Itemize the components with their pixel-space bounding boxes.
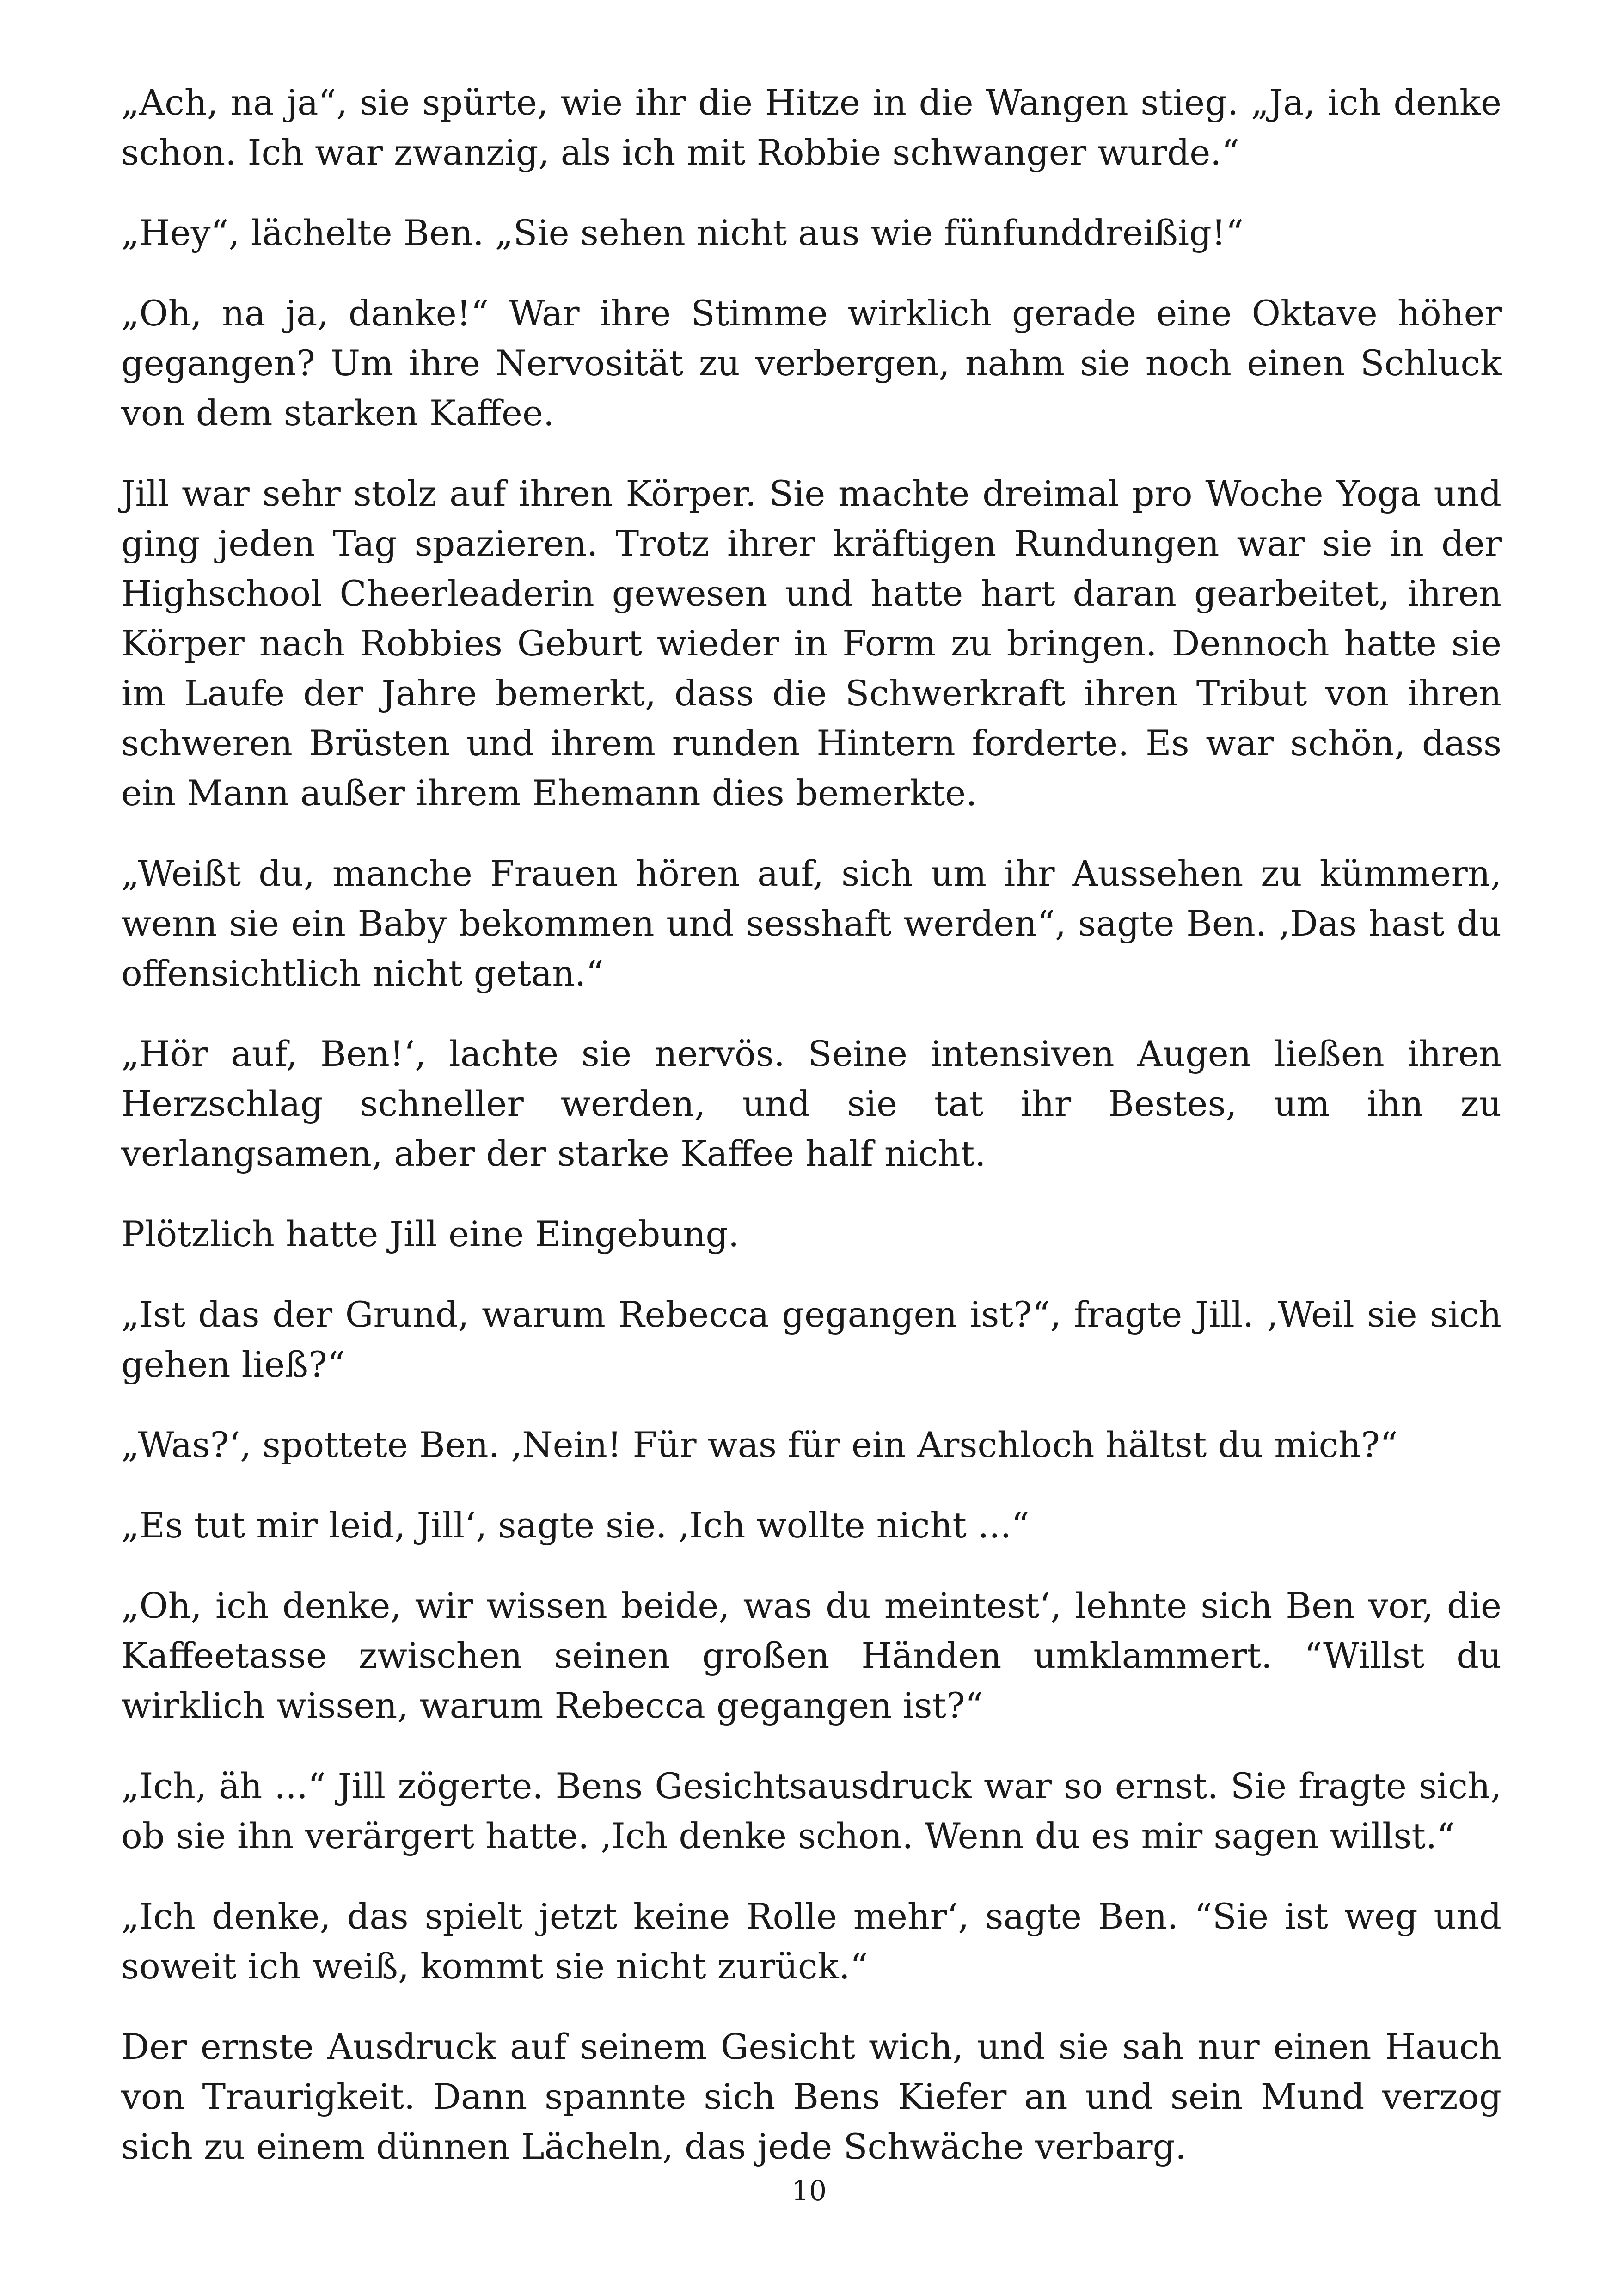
paragraph: „Weißt du, manche Frauen hören auf, sich um ihr Aussehen zu kümmern, wenn sie ein Baby bekommen und sesshaft werden“, sagte Ben. ‚Das hast du offensichtlich nicht getan.“ bbox=[121, 853, 1502, 994]
paragraph: Plötzlich hatte Jill eine Eingebung. bbox=[121, 1213, 740, 1255]
paragraph: „Ich, äh ...“ Jill zögerte. Bens Gesichtsausdruck war so ernst. Sie fragte sich, ob sie ihn verärgert hatte. ‚Ich denke schon. Wenn du es mir sagen willst.“ bbox=[121, 1765, 1502, 1856]
paragraph: „Oh, ich denke, wir wissen beide, was du meintest‘, lehnte sich Ben vor, die Kaffeetasse zwischen seinen großen Händen umklammert. “Willst du wirklich wissen, warum Rebecca gegangen ist?“ bbox=[121, 1585, 1502, 1726]
paragraph: „Es tut mir leid, Jill‘, sagte sie. ‚Ich wollte nicht ...“ bbox=[121, 1505, 1030, 1546]
body-text bbox=[121, 78, 1502, 2172]
paragraph: Der ernste Ausdruck auf seinem Gesicht wich, und sie sah nur einen Hauch von Traurigkeit. Dann spannte sich Bens Kiefer an und sein Mund verzog sich zu einem dünnen Lächeln, das jede Schwäche verbarg. bbox=[121, 2026, 1502, 2167]
paragraph: „Oh, na ja, danke!“ War ihre Stimme wirklich gerade eine Oktave höher gegangen? Um ihre Nervosität zu verbergen, nahm sie noch einen Schluck von dem starken Kaffee. bbox=[121, 293, 1502, 434]
paragraph: „Ach, na ja“, sie spürte, wie ihr die Hitze in die Wangen stieg. „Ja, ich denke schon. Ich war zwanzig, als ich mit Robbie schwanger wurde.“ bbox=[121, 82, 1502, 173]
paragraph: Jill war sehr stolz auf ihren Körper. Sie machte dreimal pro Woche Yoga und ging jeden Tag spazieren. Trotz ihrer kräftigen Rundungen war sie in der Highschool Cheerleaderin gewesen und hatte hart daran gearbeitet, ihren Körper nach Robbies Geburt wieder in Form zu bringen. Dennoch hatte sie im Laufe der Jahre bemerkt, dass die Schwerkraft ihren Tribut von ihren schweren Brüsten und ihrem runden Hintern forderte. Es war schön, dass ein Mann außer ihrem Ehemann dies bemerkte. bbox=[121, 473, 1502, 814]
paragraph: „Was?‘, spottete Ben. ‚Nein! Für was für ein Arschloch hältst du mich?“ bbox=[121, 1424, 1398, 1465]
paragraph: „Hey“, lächelte Ben. „Sie sehen nicht aus wie fünfunddreißig!“ bbox=[121, 212, 1244, 253]
paragraph: „Ist das der Grund, warum Rebecca gegangen ist?“, fragte Jill. ‚Weil sie sich gehen ließ?“ bbox=[121, 1294, 1502, 1385]
paragraph: „Hör auf, Ben!‘, lachte sie nervös. Seine intensiven Augen ließen ihren Herzschlag schneller werden, und sie tat ihr Bestes, um ihn zu verlangsamen, aber der starke Kaffee half nicht. bbox=[121, 1033, 1502, 1174]
page-number: 10 bbox=[791, 2175, 827, 2207]
paragraph: „Ich denke, das spielt jetzt keine Rolle mehr‘, sagte Ben. “Sie ist weg und soweit ich weiß, kommt sie nicht zurück.“ bbox=[121, 1896, 1502, 1987]
